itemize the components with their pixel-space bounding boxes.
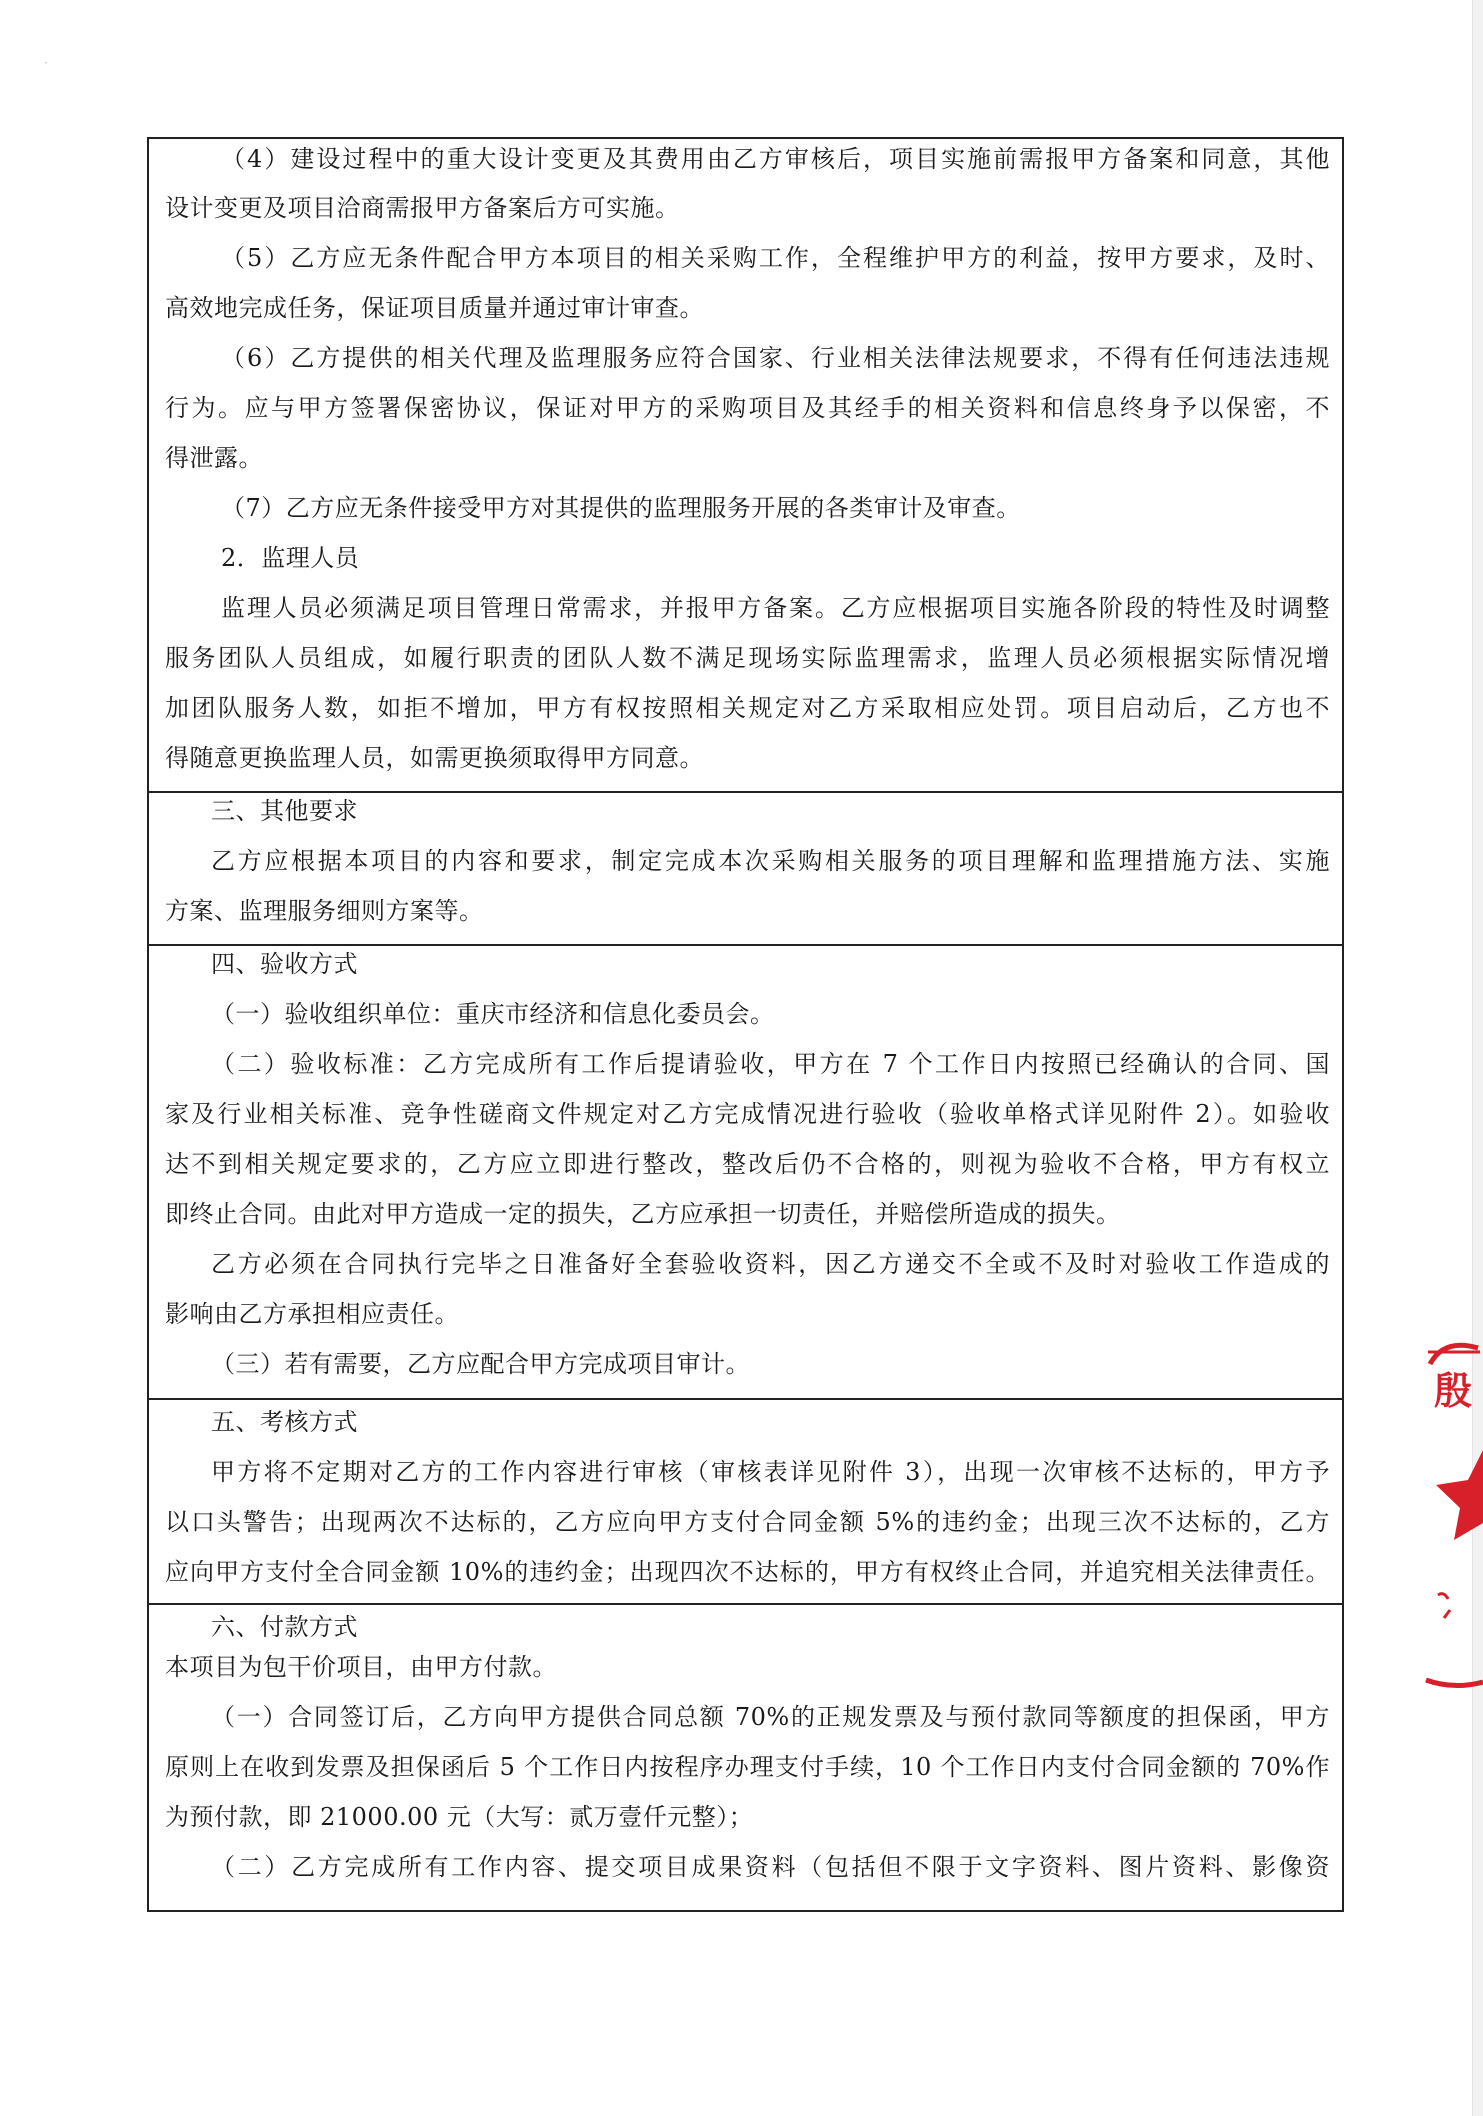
text-line: （4）建设过程中的重大设计变更及其费用由乙方审核后，项目实施前需报甲方备案和同意，其他 xyxy=(221,145,1330,173)
text-line: 应向甲方支付全合同金额 10%的违约金；出现四次不达标的，甲方有权终止合同，并追究相关法律责任。 xyxy=(165,1558,1330,1586)
section-heading: 2．监理人员 xyxy=(221,544,360,572)
section-heading: 五、考核方式 xyxy=(211,1408,358,1436)
text-line: 高效地完成任务，保证项目质量并通过审计审查。 xyxy=(165,294,704,322)
text-line: 设计变更及项目洽商需报甲方备案后方可实施。 xyxy=(165,194,680,222)
page-edge xyxy=(1472,0,1483,2116)
red-seal-stamp xyxy=(1398,1330,1483,1700)
text-line: （一）验收组织单位：重庆市经济和信息化委员会。 xyxy=(211,1000,775,1028)
text-line: 监理人员必须满足项目管理日常需求，并报甲方备案。乙方应根据项目实施各阶段的特性及时调整 xyxy=(221,594,1330,622)
section-payment xyxy=(149,1605,1342,1910)
text-line: （二）乙方完成所有工作内容、提交项目成果资料（包括但不限于文字资料、图片资料、影像资 xyxy=(211,1853,1330,1881)
text-line: 得泄露。 xyxy=(165,444,263,472)
section-assessment xyxy=(149,1400,1342,1605)
text-line: 以口头警告；出现两次不达标的，乙方应向甲方支付合同金额 5%的违约金；出现三次不达标的，乙方 xyxy=(165,1508,1330,1536)
section-other-requirements xyxy=(149,793,1342,946)
text-line: （6）乙方提供的相关代理及监理服务应符合国家、行业相关法律法规要求，不得有任何违法违规 xyxy=(221,344,1330,372)
text-line: 影响由乙方承担相应责任。 xyxy=(165,1300,459,1328)
text-line: 行为。应与甲方签署保密协议，保证对甲方的采购项目及其经手的相关资料和信息终身予以保密，不 xyxy=(165,394,1330,422)
contract-table xyxy=(147,137,1344,1912)
section-heading: 四、验收方式 xyxy=(211,950,358,978)
scan-speck: · xyxy=(44,56,48,70)
section-heading: 六、付款方式 xyxy=(211,1613,358,1641)
text-line: 加团队服务人数，如拒不增加，甲方有权按照相关规定对乙方采取相应处罚。项目启动后，乙方也不 xyxy=(165,694,1330,722)
text-line: 乙方必须在合同执行完毕之日准备好全套验收资料，因乙方递交不全或不及时对验收工作造成的 xyxy=(211,1250,1330,1278)
text-line: 方案、监理服务细则方案等。 xyxy=(165,897,484,925)
text-line: 原则上在收到发票及担保函后 5 个工作日内按程序办理支付手续，10 个工作日内支付合同金额的 70%作 xyxy=(165,1753,1330,1781)
section-heading: 三、其他要求 xyxy=(211,797,358,825)
text-line: 甲方将不定期对乙方的工作内容进行审核（审核表详见附件 3），出现一次审核不达标的，甲方予 xyxy=(211,1458,1330,1486)
text-line: （一）合同签订后，乙方向甲方提供合同总额 70%的正规发票及与预付款同等额度的担保函，甲方 xyxy=(211,1703,1330,1731)
text-line: 乙方应根据本项目的内容和要求，制定完成本次采购相关服务的项目理解和监理措施方法、实施 xyxy=(211,847,1330,875)
text-line: （二）验收标准：乙方完成所有工作后提请验收，甲方在 7 个工作日内按照已经确认的合同、国 xyxy=(211,1050,1330,1078)
text-line: 达不到相关规定要求的，乙方应立即进行整改，整改后仍不合格的，则视为验收不合格，甲方有权立 xyxy=(165,1150,1330,1178)
section-supervision-requirements xyxy=(149,139,1342,793)
text-line: （5）乙方应无条件配合甲方本项目的相关采购工作，全程维护甲方的利益，按甲方要求，及时、 xyxy=(221,244,1330,272)
text-line: 为预付款，即 21000.00 元（大写：贰万壹仟元整）； xyxy=(165,1803,754,1831)
text-line: 得随意更换监理人员，如需更换须取得甲方同意。 xyxy=(165,744,704,772)
text-line: 家及行业相关标准、竞争性磋商文件规定对乙方完成情况进行验收（验收单格式详见附件 2）。如验收 xyxy=(165,1100,1330,1128)
section-acceptance xyxy=(149,946,1342,1400)
text-line: 即终止合同。由此对甲方造成一定的损失，乙方应承担一切责任，并赔偿所造成的损失。 xyxy=(165,1200,1121,1228)
text-line: （三）若有需要，乙方应配合甲方完成项目审计。 xyxy=(211,1350,750,1378)
text-line: 服务团队人员组成，如履行职责的团队人数不满足现场实际监理需求，监理人员必须根据实际情况增 xyxy=(165,644,1330,672)
text-line: 本项目为包干价项目，由甲方付款。 xyxy=(165,1653,557,1681)
text-line: （7）乙方应无条件接受甲方对其提供的监理服务开展的各类审计及审查。 xyxy=(221,494,1021,522)
seal-text: 殷 xyxy=(1434,1368,1475,1413)
